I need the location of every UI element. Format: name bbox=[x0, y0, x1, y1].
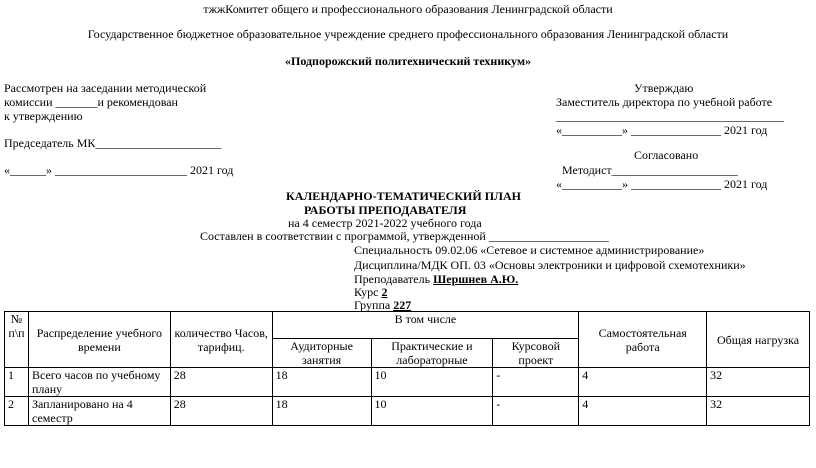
row-total: 32 bbox=[707, 368, 810, 397]
review-line-3: к утверждению bbox=[4, 109, 83, 123]
approve-date: «__________» _______________ 2021 год bbox=[556, 123, 768, 137]
row-name: Запланировано на 4 семестр bbox=[28, 397, 170, 426]
commission-chair: Председатель МК_____________________ bbox=[4, 136, 222, 150]
teacher bbox=[354, 272, 518, 286]
row-num: 2 bbox=[5, 397, 29, 426]
agreed-label: Согласовано bbox=[634, 148, 699, 162]
group-label: Группа bbox=[354, 298, 394, 312]
discipline: Дисциплина/МДК ОП. 03 «Основы электроники и цифровой схемотехники» bbox=[354, 258, 746, 272]
group-value: 227 bbox=[393, 298, 412, 312]
course-value: 2 bbox=[381, 285, 388, 299]
course-label: Курс bbox=[354, 285, 382, 299]
college-name: «Подпорожский политехнический техникум» bbox=[285, 54, 531, 68]
row-qty: 28 bbox=[170, 397, 272, 426]
approve-label: Утверждаю bbox=[634, 81, 694, 95]
course bbox=[354, 285, 387, 299]
row-qty: 28 bbox=[170, 368, 272, 397]
header-practical: Практические и лабораторные bbox=[371, 339, 493, 368]
review-date: «______» ______________________ 2021 год bbox=[4, 163, 234, 177]
deputy-director: Заместитель директора по учебной работе bbox=[556, 95, 773, 109]
header-independent: Самостоятельная работа bbox=[579, 312, 707, 368]
table-row bbox=[5, 368, 810, 397]
header-distribution: Распределение учебного времени bbox=[28, 312, 170, 368]
row-auditorium: 18 bbox=[272, 397, 371, 426]
group bbox=[354, 298, 411, 312]
header-num: № п\п bbox=[5, 312, 29, 368]
table-row bbox=[5, 397, 810, 426]
header-coursework: Курсовой проект bbox=[493, 339, 579, 368]
row-num: 1 bbox=[5, 368, 29, 397]
plan-subtitle: РАБОТЫ ПРЕПОДАВАТЕЛЯ bbox=[304, 203, 467, 217]
row-coursework: - bbox=[493, 368, 579, 397]
row-independent: 4 bbox=[579, 397, 707, 426]
header-including: В том числе bbox=[272, 312, 579, 339]
row-practical: 10 bbox=[371, 397, 493, 426]
program-line: Составлен в соответствии с программой, утвержденной ____________________ bbox=[200, 229, 609, 243]
row-practical: 10 bbox=[371, 368, 493, 397]
agreed-date: «__________» _______________ 2021 год bbox=[556, 177, 768, 191]
plan-title: КАЛЕНДАРНО-ТЕМАТИЧЕСКИЙ ПЛАН bbox=[286, 189, 521, 203]
semester-line: на 4 семестр 2021-2022 учебного года bbox=[288, 216, 482, 230]
teacher-label: Преподаватель bbox=[354, 272, 434, 286]
header-auditorium: Аудиторные занятия bbox=[272, 339, 371, 368]
teacher-name: Шершнев А.Ю. bbox=[433, 272, 519, 286]
committee-line: тжжКомитет общего и профессионального образования Ленинградской области bbox=[203, 2, 613, 16]
row-auditorium: 18 bbox=[272, 368, 371, 397]
row-total: 32 bbox=[707, 397, 810, 426]
header-quantity: количество Часов, тарифиц. bbox=[170, 312, 272, 368]
row-name: Всего часов по учебному плану bbox=[28, 368, 170, 397]
row-independent: 4 bbox=[579, 368, 707, 397]
methodist-line: Методист_____________________ bbox=[562, 163, 738, 177]
row-coursework: - bbox=[493, 397, 579, 426]
hours-table bbox=[4, 311, 810, 426]
signature-line: ______________________________________ bbox=[556, 109, 784, 123]
header-total: Общая нагрузка bbox=[707, 312, 810, 368]
specialty: Специальность 09.02.06 «Сетевое и системное администрирование» bbox=[354, 243, 705, 257]
review-line-1: Рассмотрен на заседании методической bbox=[4, 81, 207, 95]
review-line-2: комиссии _______и рекомендован bbox=[4, 95, 178, 109]
institution-line: Государственное бюджетное образовательное учреждение среднего профессионального образования Ленинградской области bbox=[87, 27, 729, 41]
